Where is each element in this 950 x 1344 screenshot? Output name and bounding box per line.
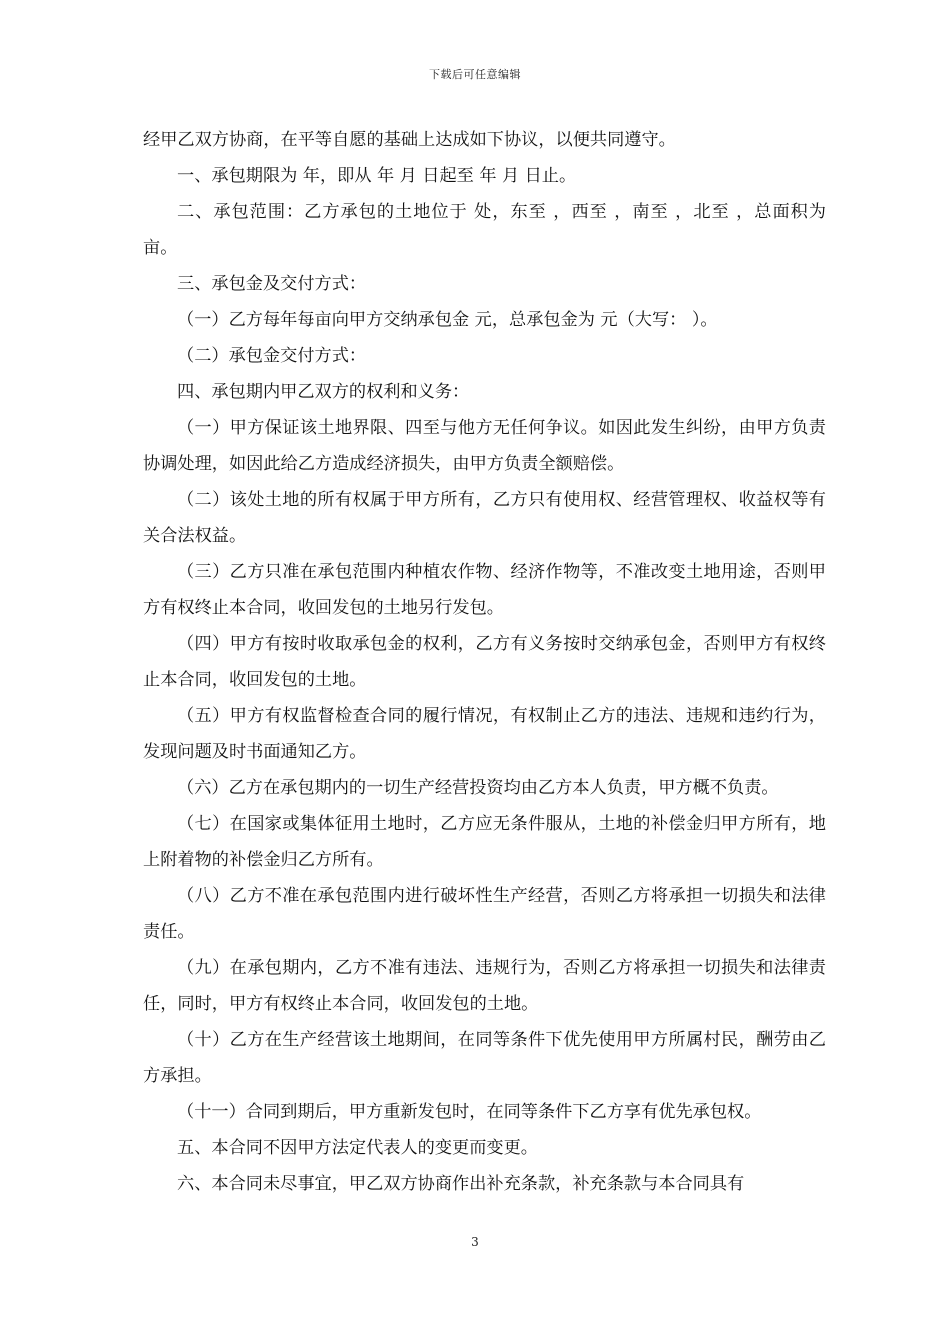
paragraph: （一）甲方保证该土地界限、四至与他方无任何争议。如因此发生纠纷，由甲方负责协调处理，如因此给乙方造成经济损失，由甲方负责全额赔偿。 (143, 418, 826, 474)
paragraph: （一）乙方每年每亩向甲方交纳承包金 元，总承包金为 元（大写： ）。 (177, 310, 718, 330)
paragraph: （五）甲方有权监督检查合同的履行情况，有权制止乙方的违法、违规和违约行为，发现问题及时书面通知乙方。 (143, 706, 826, 762)
paragraph: （七）在国家或集体征用土地时，乙方应无条件服从，土地的补偿金归甲方所有，地上附着物的补偿金归乙方所有。 (143, 814, 826, 870)
paragraph: （十）乙方在生产经营该土地期间，在同等条件下优先使用甲方所属村民，酬劳由乙方承担。 (143, 1030, 826, 1086)
paragraph: （二）承包金交付方式： (177, 346, 367, 366)
paragraph: 一、承包期限为 年，即从 年 月 日起至 年 月 日止。 (177, 166, 577, 186)
paragraph: 二、承包范围：乙方承包的土地位于 处，东至 ，西至 ，南至 ，北至 ，总面积为 亩。 (143, 202, 826, 258)
paragraph: （六）乙方在承包期内的一切生产经营投资均由乙方本人负责，甲方概不负责。 (177, 778, 779, 798)
paragraph: 六、本合同未尽事宜，甲乙双方协商作出补充条款，补充条款与本合同具有 (177, 1174, 745, 1194)
paragraph: （九）在承包期内，乙方不准有违法、违规行为，否则乙方将承担一切损失和法律责任，同时，甲方有权终止本合同，收回发包的土地。 (143, 958, 826, 1014)
paragraph: （四）甲方有按时收取承包金的权利，乙方有义务按时交纳承包金，否则甲方有权终止本合同，收回发包的土地。 (143, 634, 826, 690)
page-header: 下载后可任意编辑 (429, 68, 521, 81)
paragraph: 五、本合同不因甲方法定代表人的变更而变更。 (177, 1138, 538, 1158)
paragraph: 三、承包金及交付方式： (177, 274, 367, 294)
contract-body (143, 122, 826, 1202)
paragraph: 经甲乙双方协商，在平等自愿的基础上达成如下协议，以便共同遵守。 (143, 130, 676, 150)
paragraph: （二）该处土地的所有权属于甲方所有，乙方只有使用权、经营管理权、收益权等有关合法权益。 (143, 490, 826, 546)
paragraph: （三）乙方只准在承包范围内种植农作物、经济作物等，不准改变土地用途，否则甲方有权终止本合同，收回发包的土地另行发包。 (143, 562, 826, 618)
paragraph: 四、承包期内甲乙双方的权利和义务： (177, 382, 470, 402)
page-number: 3 (471, 1235, 479, 1249)
paragraph: （十一）合同到期后，甲方重新发包时，在同等条件下乙方享有优先承包权。 (177, 1102, 762, 1122)
paragraph: （八）乙方不准在承包范围内进行破坏性生产经营，否则乙方将承担一切损失和法律责任。 (143, 886, 826, 942)
